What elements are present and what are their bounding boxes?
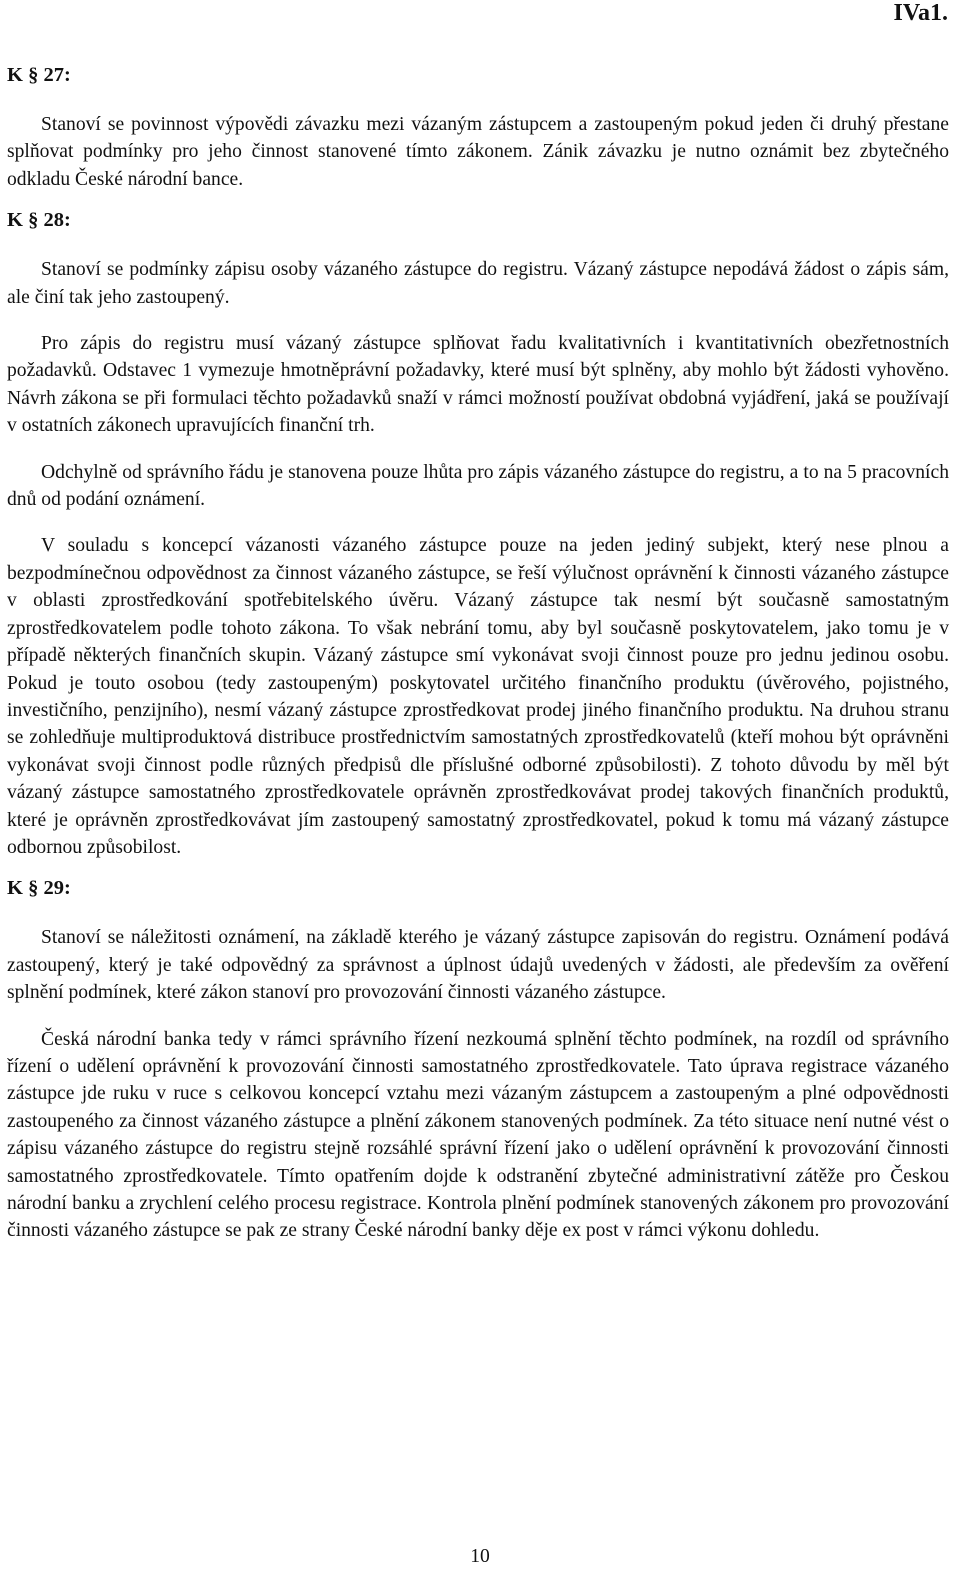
paragraph: Odchylně od správního řádu je stanovena pouze lhůta pro zápis vázaného zástupce do registru, a to na 5 pracovních dnů od podání oznámení. bbox=[7, 461, 949, 511]
section-k28 bbox=[7, 205, 949, 861]
paragraph: Pro zápis do registru musí vázaný zástupce splňovat řadu kvalitativních i kvantitativních obezřetnostních požadavků. Odstavec 1 vymezuje hmotněprávní požadavky, které musí být splněny, aby mohlo být žádosti vyhověno. Návrh zákona se při formulaci těchto požadavků snaží v rámci možností používat obdobná vyjádření, jaká se používají v ostatních zákonech upravujících finanční trh. bbox=[7, 333, 949, 437]
section-heading: K § 27: bbox=[7, 64, 71, 86]
section-k27 bbox=[7, 60, 949, 193]
paragraph: Stanoví se náležitosti oznámení, na základě kterého je vázaný zástupce zapisován do registru. Oznámení podává zastoupený, který je také odpovědný za správnost a úplnost údajů uvedených v žádosti, ale především za ověření splnění podmínek, které zákon stanoví pro provozování činnosti vázaného zástupce. bbox=[7, 927, 949, 1004]
paragraph: Česká národní banka tedy v rámci správního řízení nezkoumá splnění těchto podmínek, na rozdíl od správního řízení o udělení oprávnění k provozování činnosti samostatného zprostředkovatele. Tato úprava registrace vázaného zástupce jde ruku v ruce s celkovou koncepcí vztahu mezi vázaným zástupcem a zastoupeným a plné odpovědnosti zastoupeného za činnost vázaného zástupce a plnění zákonem stanovených podmínek. Za této situace není nutné vést o zápisu vázaného zástupce do registru stejně rozsáhlé správní řízení jako o udělení oprávnění k provozování činnosti samostatného zprostředkovatele. Tímto opatřením dojde k odstranění zbytečné administrativní zátěže pro Českou národní banku a zrychlení celého procesu registrace. Kontrola plnění podmínek stanovených zákonem pro provozování činnosti vázaného zástupce se pak ze strany České národní banky děje ex post v rámci výkonu dohledu. bbox=[7, 1028, 949, 1242]
page-number: 10 bbox=[470, 1546, 490, 1567]
paragraph: Stanoví se povinnost výpovědi závazku mezi vázaným zástupcem a zastoupeným pokud jeden či druhý přestane splňovat podmínky pro jeho činnost stanovené tímto zákonem. Zánik závazku je nutno oznámit bez zbytečného odkladu České národní bance. bbox=[7, 114, 949, 190]
paragraph: Stanoví se podmínky zápisu osoby vázaného zástupce do registru. Vázaný zástupce nepodává žádost o zápis sám, ale činí tak jeho zastoupený. bbox=[7, 259, 949, 308]
paragraph: V souladu s koncepcí vázanosti vázaného zástupce pouze na jeden jediný subjekt, který nese plnou a bezpodmínečnou odpovědnost za činnost vázaného zástupce, se řeší výlučnost oprávnění k činnosti vázaného zástupce v oblasti zprostředkování spotřebitelského úvěru. Vázaný zástupce tak nesmí být současně samostatným zprostředkovatelem podle tohoto zákona. To však nebrání tomu, aby byl současně poskytovatelem, jako tomu je v případě některých finančních skupin. Vázaný zástupce smí vykonávat svoji činnost pouze pro jednu jedinou osobu. Pokud je touto osobou (tedy zastoupeným) poskytovatel určitého finančního produktu (úvěrového, pojistného, investičního, penzijního), nesmí vázaný zástupce zprostředkovat prodej jiného finančního produktu. Na druhou stranu se zohledňuje multiproduktová distribuce prostřednictvím samostatných zprostředkovatelů (kteří mohou být oprávněni vykonávat svoji činnost podle různých předpisů dle příslušné odborné způsobilosti). Z tohoto důvodu by měl být vázaný zástupce samostatného zprostředkovatele oprávněn zprostředkovávat prodej takových finančních produktů, které je oprávněn zprostředkovávat jím zastoupený samostatný zprostředkovatel, pokud k tomu má vázaný zástupce odbornou způsobilost. bbox=[7, 535, 949, 858]
section-heading: K § 29: bbox=[7, 877, 71, 900]
section-k29 bbox=[7, 873, 949, 1244]
page-identifier: IVa1. bbox=[893, 0, 948, 26]
section-heading: K § 28: bbox=[7, 209, 71, 232]
document-body bbox=[7, 60, 949, 1264]
